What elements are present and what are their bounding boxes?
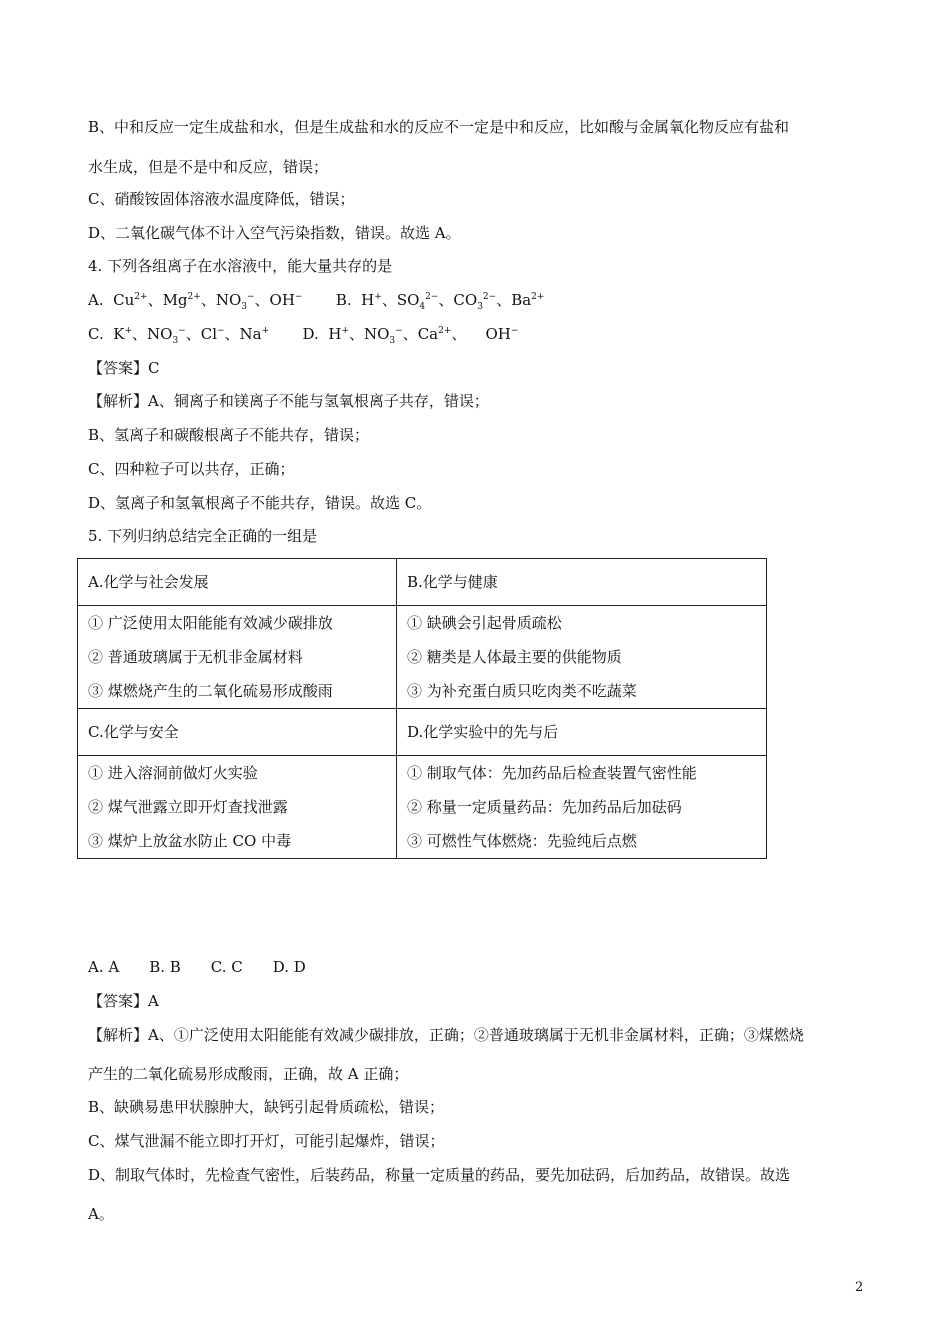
question-4-analysis-c: C、四种粒子可以共存，正确； [88,460,295,478]
question-4-stem: 4. 下列各组离子在水溶液中，能大量共存的是 [88,257,393,275]
cell-c-items [78,756,397,859]
d-item: ③ 可燃性气体燃烧：先验纯后点燃 [407,832,637,850]
question-4-options-ab: A. $Cu^{2+}$、$Mg^{2+}$、$NO_3^-$、OH− B. H+、$SO_4^{2-}$、$CO_3^{2-}$、$Ba^{2+}$ [88,291,545,312]
d-explanation: D、二氧化碳气体不计入空气污染指数，错误。故选 A。 [88,224,461,242]
a-item: ③ 煤燃烧产生的二氧化硫易形成酸雨 [88,682,333,700]
question-5-analysis-5: D、制取气体时，先检查气密性，后装药品，称量一定质量的药品，要先加砝码，后加药品，故错误。故选 [88,1166,791,1184]
b-explanation-line-1: B、中和反应一定生成盐和水，但是生成盐和水的反应不一定是中和反应，比如酸与金属氧化物反应有盐和 [88,118,790,136]
question-5-options: A. A B. B C. C D. D [88,958,306,976]
question-5-analysis-4: C、煤气泄漏不能立即打开灯，可能引起爆炸，错误； [88,1132,445,1150]
question-5-analysis-6: A。 [88,1205,114,1223]
cell-c-title: C.化学与安全 [78,709,397,756]
question-5-analysis-1: 【解析】A、①广泛使用太阳能能有效减少碳排放，正确；②普通玻璃属于无机非金属材料，正确；③煤燃烧 [88,1026,804,1044]
b-item: ① 缺碘会引起骨质疏松 [407,614,562,632]
question-5-stem: 5. 下列归纳总结完全正确的一组是 [88,527,318,545]
question-4-analysis-b: B、氢离子和碳酸根离子不能共存，错误； [88,426,370,444]
d-item: ② 称量一定质量药品：先加药品后加砝码 [407,798,682,816]
question-4-analysis-a: 【解析】A、铜离子和镁离子不能与氢氧根离子共存，错误； [88,392,489,410]
cell-d-title: D.化学实验中的先与后 [397,709,767,756]
cell-d-items [397,756,767,859]
cell-a-items [78,606,397,709]
question-5-table [77,558,767,859]
cell-b-title: B.化学与健康 [397,559,767,606]
c-explanation: C、硝酸铵固体溶液水温度降低，错误； [88,190,355,208]
question-5-answer: 【答案】A [88,992,159,1010]
page-number: 2 [855,1280,864,1295]
question-5-analysis-3: B、缺碘易患甲状腺肿大，缺钙引起骨质疏松，错误； [88,1098,445,1116]
a-item: ① 广泛使用太阳能能有效减少碳排放 [88,614,333,632]
c-item: ① 进入溶洞前做灯火实验 [88,764,258,782]
b-item: ② 糖类是人体最主要的供能物质 [407,648,622,666]
c-item: ③ 煤炉上放盆水防止 CO 中毒 [88,832,292,850]
cell-a-title: A.化学与社会发展 [78,559,397,606]
cell-b-items [397,606,767,709]
question-4-answer: 【答案】C [88,359,160,377]
c-item: ② 煤气泄露立即开灯查找泄露 [88,798,288,816]
b-explanation-line-2: 水生成，但是不是中和反应，错误； [88,158,329,176]
d-item: ① 制取气体：先加药品后检查装置气密性能 [407,764,697,782]
question-5-analysis-2: 产生的二氧化硫易形成酸雨，正确，故 A 正确； [88,1065,409,1083]
question-4-analysis-d: D、氢离子和氢氧根离子不能共存，错误。故选 C。 [88,494,432,512]
question-4-options-cd: C. K+、$NO_3^-$、Cl−、Na+ D. H+、$NO_3^-$、$Ca^{2+}$、 OH− [88,325,519,346]
a-item: ② 普通玻璃属于无机非金属材料 [88,648,303,666]
b-item: ③ 为补充蛋白质只吃肉类不吃蔬菜 [407,682,637,700]
